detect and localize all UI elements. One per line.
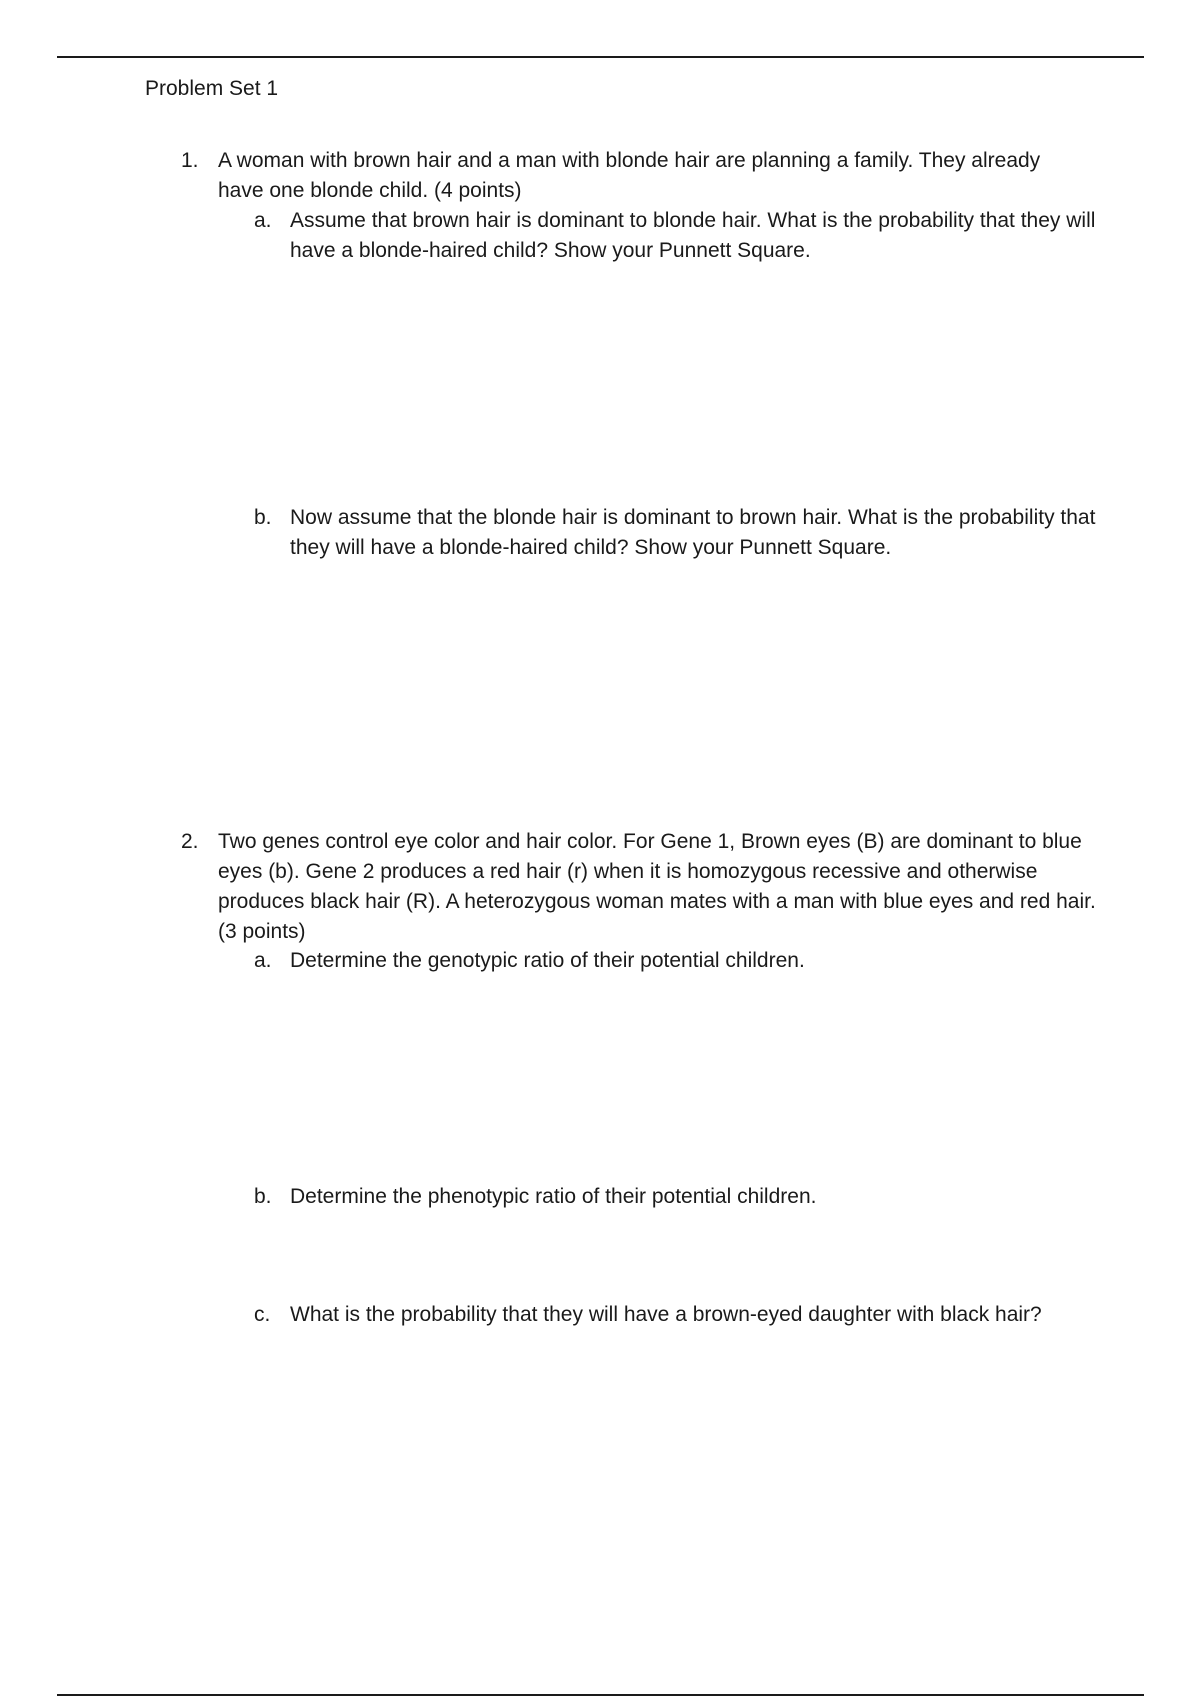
question-2c-letter: c. <box>254 1303 271 1326</box>
question-1b-letter: b. <box>254 506 272 529</box>
question-2-text: Two genes control eye color and hair color. For Gene 1, Brown eyes (B) are dominant to blue eyes (b). Gene 2 produces a red hair (r) when it is homozygous recessive and otherwise produces black hair (R). A heterozygous woman mates with a man with blue eyes and red hair. (3 points) <box>218 830 1096 943</box>
question-1-text: A woman with brown hair and a man with blonde hair are planning a family. They already have one blonde child. (4 points) <box>218 149 1041 202</box>
question-2-number: 2. <box>181 830 199 853</box>
question-2a-letter: a. <box>254 949 272 972</box>
question-2a-text: Determine the genotypic ratio of their potential children. <box>290 949 805 972</box>
top-rule <box>57 56 1144 58</box>
question-1-number: 1. <box>181 149 199 172</box>
question-2b-letter: b. <box>254 1185 272 1208</box>
page-title: Problem Set 1 <box>145 77 279 100</box>
question-1a-letter: a. <box>254 209 272 232</box>
question-1b-text: Now assume that the blonde hair is dominant to brown hair. What is the probability that they will have a blonde-haired child? Show your Punnett Square. <box>290 506 1096 559</box>
bottom-rule <box>57 1694 1144 1696</box>
question-2b-text: Determine the phenotypic ratio of their potential children. <box>290 1185 817 1208</box>
question-2c-text: What is the probability that they will have a brown-eyed daughter with black hair? <box>290 1303 1042 1326</box>
question-1a-text: Assume that brown hair is dominant to blonde hair. What is the probability that they will have a blonde-haired child? Show your Punnett Square. <box>290 209 1096 262</box>
